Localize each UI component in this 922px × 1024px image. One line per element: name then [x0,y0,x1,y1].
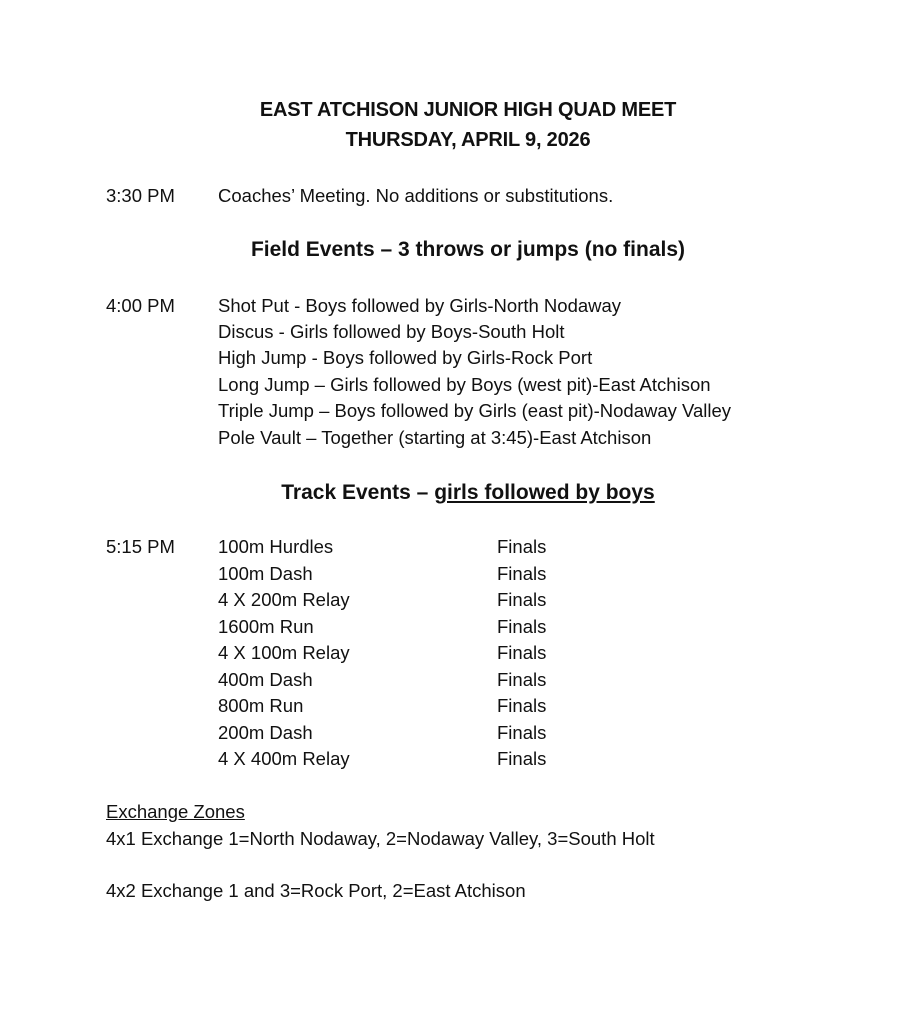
track-events-heading [0,481,922,505]
track-event-name: 800m Run [218,695,304,716]
track-event-name: 100m Hurdles [218,536,334,557]
track-event-type: Finals [497,589,547,610]
field-event-item: Discus - Girls followed by Boys-South Holt [218,321,565,342]
field-events-time: 4:00 PM [106,295,175,316]
track-event-type: Finals [497,695,547,716]
track-event-name: 400m Dash [218,668,313,690]
track-event-type: Finals [497,615,547,637]
field-event-item: Shot Put - Boys followed by Girls-North Nodaway [218,295,622,316]
track-event-type: Finals [497,562,547,584]
exchange-zones-heading: Exchange Zones [106,801,245,822]
track-event-type: Finals [497,721,547,743]
field-event-item: Long Jump – Girls followed by Boys (west pit)-East Atchison [218,374,711,395]
coaches-meeting-text: Coaches’ Meeting. No additions or substitutions. [218,185,614,206]
coaches-meeting-time: 3:30 PM [106,185,175,206]
meet-date: THURSDAY, APRIL 9, 2026 [345,129,591,151]
exchange-4x1-line: 4x1 Exchange 1=North Nodaway, 2=Nodaway Valley, 3=South Holt [106,828,655,849]
exchange-4x2-line: 4x2 Exchange 1 and 3=Rock Port, 2=East Atchison [106,880,526,901]
track-event-name: 4 X 400m Relay [218,748,350,769]
track-event-name: 4 X 100m Relay [218,642,350,663]
track-event-name: 4 X 200m Relay [218,589,350,610]
track-events-time: 5:15 PM [106,536,175,557]
track-event-type: Finals [497,748,547,769]
track-heading-prefix: Track Events – [281,481,435,504]
track-event-name: 1600m Run [218,615,314,637]
track-event-type: Finals [497,536,547,557]
field-events-heading: Field Events – 3 throws or jumps (no finals) [250,238,686,261]
field-event-item: Pole Vault – Together (starting at 3:45)-East Atchison [218,427,652,448]
track-event-type: Finals [497,642,547,663]
track-event-name: 100m Dash [218,562,313,584]
field-event-item: High Jump - Boys followed by Girls-Rock Port [218,347,593,368]
track-event-name: 200m Dash [218,721,313,743]
field-event-item: Triple Jump – Boys followed by Girls (east pit)-Nodaway Valley [218,400,732,421]
meet-title: EAST ATCHISON JUNIOR HIGH QUAD MEET [259,99,677,121]
track-heading-underlined: girls followed by boys [434,481,655,504]
track-event-type: Finals [497,668,547,690]
